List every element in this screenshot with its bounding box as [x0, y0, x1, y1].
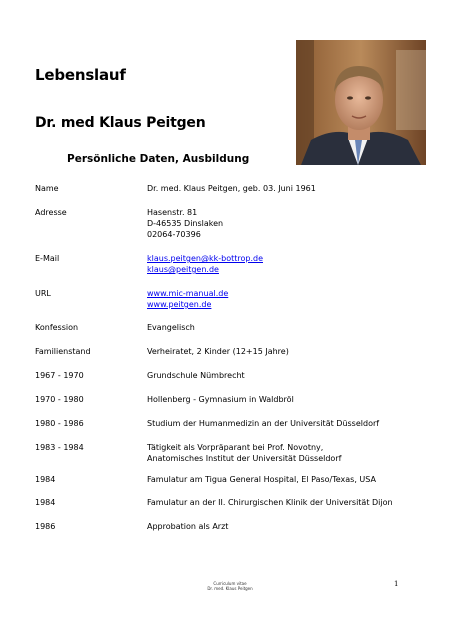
row-value-line: Hasenstr. 81 — [147, 208, 198, 217]
document-title: Lebenslauf — [35, 66, 126, 84]
row-label: Konfession — [35, 323, 79, 332]
row-value — [147, 521, 447, 532]
row-value-line: 02064-70396 — [147, 230, 201, 239]
row-value — [147, 497, 447, 508]
row-value-line: Tätigkeit als Vorpräparant bei Prof. Novotny, — [147, 443, 324, 452]
row-label: 1980 - 1986 — [35, 419, 84, 428]
row-value — [147, 322, 447, 333]
row-link[interactable]: www.peitgen.de — [147, 300, 212, 309]
row-label: E-Mail — [35, 254, 60, 263]
row-value-line: Anatomisches Institut der Universität Düsseldorf — [147, 454, 342, 463]
footer-note — [200, 581, 260, 591]
section-heading: Persönliche Daten, Ausbildung — [67, 153, 250, 165]
row-value-line: D-46535 Dinslaken — [147, 219, 224, 228]
row-label: Familienstand — [35, 347, 91, 356]
row-label: Name — [35, 184, 59, 193]
row-value — [147, 474, 447, 485]
row-label: 1967 - 1970 — [35, 371, 84, 380]
row-value — [147, 346, 447, 357]
row-label: 1970 - 1980 — [35, 395, 84, 404]
row-label: 1986 — [35, 522, 56, 531]
row-link[interactable]: klaus@peitgen.de — [147, 265, 219, 274]
row-value — [147, 253, 447, 275]
row-link[interactable]: klaus.peitgen@kk-bottrop.de — [147, 254, 263, 263]
row-label: 1984 — [35, 475, 56, 484]
row-value-line: Dr. med. Klaus Peitgen, geb. 03. Juni 1961 — [147, 184, 316, 193]
row-value — [147, 394, 447, 405]
footer-line-2: Dr. med. Klaus Peitgen — [207, 586, 253, 591]
row-value-line: Verheiratet, 2 Kinder (12+15 Jahre) — [147, 347, 289, 356]
row-value-line: Famulatur an der II. Chirurgischen Klinik der Universität Dijon — [147, 498, 393, 507]
row-value-line: Famulatur am Tigua General Hospital, El Paso/Texas, USA — [147, 475, 376, 484]
row-value — [147, 183, 447, 194]
row-value-line: Studium der Humanmedizin an der Universität Düsseldorf — [147, 419, 380, 428]
portrait-photo — [296, 40, 426, 165]
row-value — [147, 370, 447, 381]
row-label: 1984 — [35, 498, 56, 507]
row-label: URL — [35, 289, 51, 298]
row-value — [147, 442, 447, 464]
row-value-line: Evangelisch — [147, 323, 195, 332]
row-value-line: Grundschule Nümbrecht — [147, 371, 245, 380]
row-value — [147, 207, 447, 240]
row-link[interactable]: www.mic-manual.de — [147, 289, 229, 298]
row-value — [147, 288, 447, 310]
row-value — [147, 418, 447, 429]
row-label: Adresse — [35, 208, 67, 217]
footer-line-1: Curriculum vitae — [213, 581, 247, 586]
row-value-line: Approbation als Arzt — [147, 522, 229, 531]
row-value-line: Hollenberg - Gymnasium in Waldbröl — [147, 395, 294, 404]
person-name-heading: Dr. med Klaus Peitgen — [35, 115, 206, 131]
page-number: 1 — [394, 580, 399, 588]
row-label: 1983 - 1984 — [35, 443, 84, 452]
